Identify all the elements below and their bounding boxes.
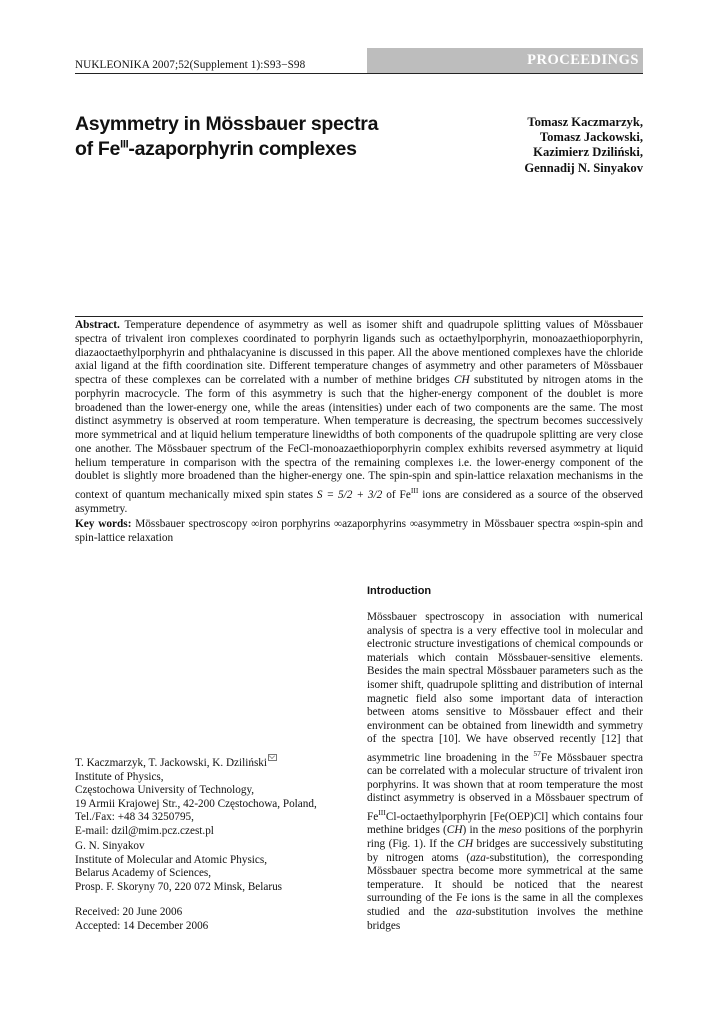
italic-ch: CH (457, 838, 474, 851)
abstract-ch: CH (454, 374, 470, 386)
mail-icon (268, 754, 277, 761)
abstract-text: Temperature dependence of asymmetry as well as isomer shift and quadrupole splitting values of Mössbauer spectra of trivalent iron complexes coordinated to porphyrin ligands such as octaethylporphyrin, monoazaethioporphyrin, diazaoctaethylporphyrin and phthalacyanine is discussed in this paper. All the above mentioned complexes have the chloride axial ligand at the fifth coordination site. Different temperature changes of asymmetry and other parameters of Mössbauer spectra of these complexes can be correlated with a number of methine bridges (75, 319, 643, 386)
author: Gennadij N. Sinyakov (524, 160, 643, 175)
affiliation-line: Częstochowa University of Technology, (75, 784, 255, 797)
section-heading-introduction: Introduction (367, 585, 432, 597)
body-text-run: Cl-octaethylporphyrin [Fe(OEP)Cl] which contains four methine bridges ( (367, 810, 643, 837)
keywords (75, 518, 643, 546)
body-text-run: bridges are successively substituting by nitrogen atoms ( (367, 838, 643, 864)
author: Tomasz Jackowski, (539, 130, 643, 145)
isotope-sup: 57 (533, 748, 541, 758)
italic-meso: meso (498, 824, 522, 837)
title-fe: of Fe (75, 138, 121, 160)
abstract (75, 319, 643, 516)
title-oxidation-state: III (120, 138, 129, 151)
affiliation-line: 19 Armii Krajowej Str., 42-200 Częstochowa, Poland, (75, 797, 317, 810)
abstract-text: substituted by nitrogen atoms in the porphyrin macrocycle. The form of this asymmetry is such that the higher-energy component of the doublet is more broadened than the lower-energy one, while the areas (intensities) under each of two components are the same. The most distinct asymmetry is observed at room temperature. When temperature is decreasing, the spectrum becomes successively more symmetrical and at liquid helium temperature linewidths of both components of the quadrupole splitting are very close one another. The Mössbauer spectrum of the FeCl-monoazaethioporphyrin complex exhibits reversed asymmetry at liquid helium temperature in comparison with the spectra of the remaining complexes i.e. the lower-energy component of the doublet is slightly more broadened than the higher-energy one. The spin-spin and spin-lattice relaxation mechanisms in the context of quantum mechanically mixed spin states (75, 374, 644, 501)
body-text-run: -substitution involves the methine bridges (367, 906, 643, 932)
keywords-text: Mössbauer spectroscopy ∞iron porphyrins ∞azaporphyrins ∞asymmetry in Mössbauer spectra ∞spin-spin and spin-lattice relaxation (75, 518, 643, 544)
abstract-sup: III (410, 486, 419, 495)
body-text-run: Fe Mössbauer spectra can be correlated with a molecular structure of trivalent iron porphyrins. It was shown that at room temperature the most distinct asymmetry is observed in a Mössbauer spectrum of Fe (367, 751, 643, 823)
section-label: PROCEEDINGS (527, 52, 639, 68)
journal-citation: NUKLEONIKA 2007;52(Supplement 1):S93−S98 (75, 59, 306, 71)
affiliation-line: Tel./Fax: +48 34 3250795, (75, 811, 194, 824)
section-banner (367, 48, 643, 73)
abstract-text: ions are considered as a source of the observed asymmetry. (75, 488, 643, 515)
affiliation-names (75, 754, 355, 771)
affiliation-line: Belarus Academy of Sciences, (75, 867, 212, 880)
keywords-label: Key words: (75, 518, 132, 530)
title-line-1: Asymmetry in Mössbauer spectra (75, 113, 379, 135)
submission-dates (75, 906, 208, 933)
paper-title (75, 112, 395, 162)
body-text-run: ) in the (462, 824, 496, 837)
italic-aza: aza (470, 851, 486, 864)
abstract-label: Abstract. (75, 319, 120, 331)
affiliation-line: Institute of Physics, (75, 770, 164, 783)
author: Kazimierz Dziliński, (533, 145, 643, 160)
accepted-date: Accepted: 14 December 2006 (75, 919, 209, 932)
abstract-spin-formula: S = 5/2 + 3/2 (316, 488, 383, 501)
author-names: T. Kaczmarzyk, T. Jackowski, K. Dziliński (75, 757, 267, 769)
author-list (524, 115, 643, 176)
affiliation-line: Prosp. F. Skoryny 70, 220 072 Minsk, Belarus (75, 880, 283, 893)
body-text-run: positions of the porphyrin ring (Fig. 1). If the (367, 824, 644, 851)
italic-aza: aza (456, 906, 472, 918)
header-rule (75, 73, 643, 74)
affiliation-email: E-mail: dzil@mim.pcz.czest.pl (75, 824, 214, 837)
italic-ch: CH (446, 824, 463, 837)
author: Tomasz Kaczmarzyk, (527, 115, 643, 129)
title-line-2 (75, 137, 395, 162)
introduction-text (367, 611, 643, 933)
affiliation-2 (75, 840, 355, 894)
body-text-run: Mössbauer spectroscopy in association with numerical analysis of spectra is a very effective tool in molecular and electronic structure investigations of chemical compounds or materials which contain Mössbauer-sensitive elements. Besides the main spectral Mössbauer parameters such as the isomer shift, quadrupole splitting and distribution of internal magnetic field also some important data of interaction between atoms sensitive to Mössbauer effect and their environment can be obtained from linewidth and symmetry of the spectra [10]. We have observed recently [12] that asymmetric line broadening in the (367, 611, 643, 764)
abstract-text: of Fe (386, 488, 411, 501)
body-text-run: -substitution), the corresponding Mössbauer spectra become more symmetrical at the same temperature. It should be noticed that the nearest surrounding of the Fe ions is the same in all the complexes studied and the (367, 851, 643, 918)
affiliation-line: G. N. Sinyakov (75, 840, 145, 852)
abstract-rule (75, 316, 643, 317)
received-date: Received: 20 June 2006 (75, 906, 183, 918)
oxidation-sup: III (378, 808, 386, 818)
title-rest: -azaporphyrin complexes (128, 138, 357, 160)
affiliation-line: Institute of Molecular and Atomic Physics, (75, 853, 268, 866)
affiliation-1 (75, 754, 355, 839)
